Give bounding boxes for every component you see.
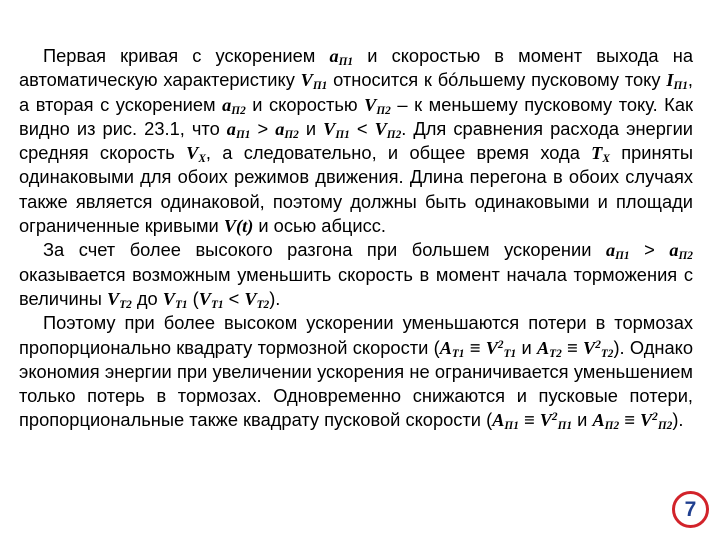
symbol-a-p2: $a_{П2}$ (222, 94, 246, 117)
symbol-v-squared-t1: $V^2_{Т1}$ (485, 337, 517, 360)
text-run: и скоростью (245, 93, 365, 115)
operator: ≡ (518, 409, 540, 431)
text-run: и (298, 117, 324, 139)
symbol-v-squared-p1: $V^2_{П1}$ (539, 410, 573, 433)
symbol-i-p1: $I_{П1}$ (666, 70, 688, 93)
paragraph-1 (19, 44, 693, 238)
symbol-v-of-t: V(t) (223, 216, 254, 237)
symbol-v-t1: $V_{Т1}$ (198, 288, 224, 311)
symbol-v-p1: $V_{П1}$ (300, 70, 328, 93)
operator: > (629, 239, 670, 261)
symbol-v-x: $V_X$ (186, 143, 206, 166)
operator: ≡ (619, 409, 640, 431)
operator: ≡ (561, 336, 583, 358)
text-run: относится к бóльшему пусковому току (327, 69, 667, 91)
symbol-a-t2: $A_{Т2}$ (536, 337, 562, 360)
text-run: ). (672, 409, 684, 431)
text-run: . Для сравнения расхода энергии средняя скорость (19, 117, 693, 164)
text-run: оказывается возможным уменьшить скорость в момент начала торможения с величины (19, 263, 693, 309)
text-run: ). Однако экономия энергии при увеличении ускорения не ограничивается уменьшением только потерь в тормозах. Одновременно снижаются и пусковые потери, пропорциональные также квадрату пусковой скорости ( (19, 336, 694, 431)
text-run: до (131, 287, 163, 309)
symbol-v-p2: $V_{П2}$ (364, 94, 391, 117)
symbol-t-x: $T_X$ (591, 143, 610, 166)
text-run: За счет более высокого разгона при большем ускорении (43, 239, 606, 261)
page-number-badge (672, 491, 709, 528)
symbol-v-t2: $V_{Т2}$ (107, 288, 132, 311)
symbol-a-p1: $a_{П1}$ (226, 118, 251, 141)
paragraph-2 (19, 238, 693, 311)
operator: < (349, 117, 375, 139)
text-run: , а следовательно, и общее время хода (205, 142, 592, 164)
operator: ≡ (464, 336, 486, 358)
symbol-v-squared-p2: $V^2_{П2}$ (639, 410, 673, 433)
symbol-a-p1: $a_{П1}$ (605, 240, 630, 263)
text-run: и осью абцисс. (253, 215, 386, 237)
symbol-a-p1: $a_{П1}$ (329, 46, 354, 68)
symbol-a-t1: $A_{Т1}$ (439, 337, 465, 360)
text-run: , а вторая с ускорением (19, 69, 694, 115)
document-body (19, 44, 693, 433)
text-run: ). (269, 287, 281, 309)
symbol-v-p1: $V_{П1}$ (323, 118, 350, 141)
text-run: и (572, 409, 593, 431)
text-run: – к меньшему пусковому току. Как видно из рис. 23.1, что (19, 93, 693, 139)
text-run: и (516, 336, 537, 358)
symbol-a-p1: $A_{П1}$ (492, 410, 519, 433)
text-run: ( (187, 287, 199, 309)
symbol-v-t1: $V_{Т1}$ (162, 288, 188, 311)
text-run: приняты одинаковыми для обоих режимов движения. Длина перегона в обоих случаях также является одинаковой, поэтому должны быть одинаковыми и площади ограниченные кривыми (19, 142, 693, 237)
text-run: Первая кривая с ускорением (43, 45, 330, 66)
page-number: 7 (684, 497, 697, 521)
symbol-a-p2: $a_{П2}$ (275, 118, 299, 141)
symbol-v-p2: $V_{П2}$ (374, 118, 402, 141)
paragraph-3 (19, 311, 693, 432)
text-run: Поэтому при более высоком ускорении уменьшаются потери в тормозах пропорционально квадрату тормозной скорости ( (19, 312, 693, 358)
symbol-v-t2: $V_{Т2}$ (244, 288, 270, 311)
symbol-a-p2: $a_{П2}$ (669, 240, 693, 263)
symbol-v-squared-t2: $V^2_{Т2}$ (582, 337, 614, 360)
text-run: и скоростью в момент выхода на автоматическую характеристику (19, 45, 693, 91)
symbol-a-p2: $A_{П2}$ (592, 410, 620, 433)
operator: < (223, 287, 245, 309)
operator: > (250, 117, 276, 139)
